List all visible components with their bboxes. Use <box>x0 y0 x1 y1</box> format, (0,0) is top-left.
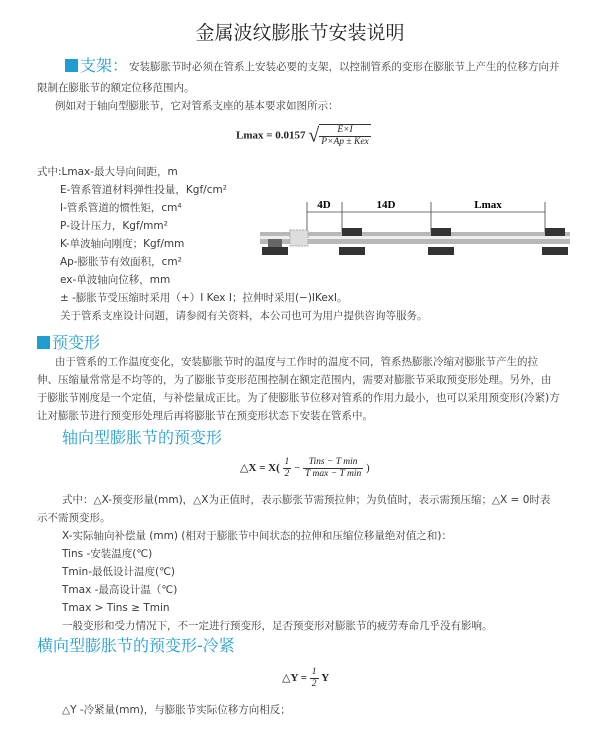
page-title: 金属波纹膨胀节安装说明 <box>195 22 405 44</box>
dim-label-14d: 14D <box>376 199 396 211</box>
text-line: Tins -安装温度(℃) <box>62 548 153 560</box>
formula-numerator: 1 <box>284 457 290 467</box>
support-diagram <box>240 190 570 265</box>
heading-text: 预变形 <box>52 333 101 352</box>
dim-label-lmax: Lmax <box>474 199 502 211</box>
text-line: 让对膨胀节进行预变形处理后再将膨胀节在预变形状态下安装在管系中。 <box>37 410 373 422</box>
formula-numerator: E×I <box>319 125 371 137</box>
legend-line: ex-单波轴向位移，mm <box>60 274 171 286</box>
subheading-axial: 轴向型膨胀节的预变形 <box>62 428 223 447</box>
legend-line: E-管系管道材料弹性投量，Kgf/cm² <box>60 184 227 196</box>
section-heading-predeform <box>37 333 100 353</box>
text-line: 式中：△X-预变形量(mm)，△X为正值时，表示膨张节需预拉伸；为负值时，表示需预压缩；△X = 0时表 <box>62 494 551 506</box>
text-line: 安装膨胀节时必须在管系上安装必要的支架，以控制管系的变形在膨胀节上产生的位移方向并 <box>129 61 560 73</box>
heading-text: 支架： <box>80 56 129 75</box>
text-line: Tmax > Tins ≥ Tmin <box>62 602 170 614</box>
formula-numerator: Tins − T min <box>303 457 363 469</box>
text-line: Tmin-最低设计温度(℃) <box>62 566 175 578</box>
section-heading-support <box>65 56 128 76</box>
legend-line: P-设计压力，Kgf/mm² <box>60 220 168 232</box>
formula-denominator: 2 <box>311 679 317 689</box>
formula-denominator: T max − T min <box>305 469 362 479</box>
formula-denominator: P×Ap ± Kex <box>321 137 369 147</box>
text-line: X-实际轴向补偿量 (mm) (相对于膨胀节中间状态的拉伸和压缩位移量绝对值之和)： <box>62 530 452 542</box>
text-line: △Y -冷紧量(mm)，与膨胀节实际位移方向相反； <box>62 704 291 716</box>
dim-label-4d: 4D <box>317 199 331 211</box>
legend-line: 关于管系支座设计问题，请参阅有关资料，本公司也可为用户提供咨询等服务。 <box>60 310 428 322</box>
formula-lhs: △X = X( <box>240 462 280 475</box>
text-line: 例如对于轴向型膨胀节，它对管系支座的基本要求如图所示： <box>55 100 339 112</box>
subheading-lateral: 横向型膨胀节的预变形-冷紧 <box>37 636 235 655</box>
legend-line: Ap-膨胀节有效面积，cm² <box>60 256 182 268</box>
formula-denominator: 2 <box>284 469 290 479</box>
legend-line: I-管系管道的惯性矩，cm⁴ <box>60 202 182 214</box>
square-bullet-icon <box>37 336 50 349</box>
legend-line: ± -膨胀节受压缩时采用（+）I Kex I；拉伸时采用(−)IKexI。 <box>60 292 348 304</box>
formula-lmax: Lmax = 0.0157 √ $\frac{E\times I}{\text{P×Ap ± Kex}}$ <box>236 124 369 147</box>
text-line: Tmax -最高设计温（℃) <box>62 584 178 596</box>
text-line: 一般变形和受力情况下，不一定进行预变形，足否预变形对膨胀节的疲劳寿命几乎没有影响。 <box>62 620 493 632</box>
legend-line: K-单波轴向刚度；Kgf/mm <box>60 238 185 250</box>
text-line: 伸、压缩量常常是不均等的，为了膨胀节变形范围控制在额定范围内，需要对膨胀节采取预变形处理。另外，由 <box>37 374 552 386</box>
text-line: 由于管系的工作温度变化，安装膨胀节时的温度与工作时的温度不同，管系热膨胀冷缩对膨胀节产生的拉 <box>55 356 538 368</box>
formula-numerator: 1 <box>311 667 317 677</box>
formula-lhs: △Y = <box>282 672 308 685</box>
legend-line: 式中:Lmax-最大导向间距，m <box>37 166 178 178</box>
square-bullet-icon <box>65 59 78 72</box>
formula-lateral <box>282 667 329 690</box>
text-line: 示不需预变形。 <box>37 512 111 524</box>
formula-lhs: Lmax = 0.0157 <box>236 129 306 142</box>
formula-operator: − <box>294 462 301 475</box>
formula-rhs: Y <box>321 672 330 685</box>
text-line: 于膨胀节刚度是一个定值，与补偿量成正比。为了使膨胀节位移对管系的作用力最小，也可以采用预变形(冷紧)方 <box>37 392 560 404</box>
text-line: 限制在膨胀节的额定位移范围内。 <box>37 82 195 94</box>
formula-paren: ) <box>365 462 370 475</box>
formula-axial <box>240 457 370 480</box>
